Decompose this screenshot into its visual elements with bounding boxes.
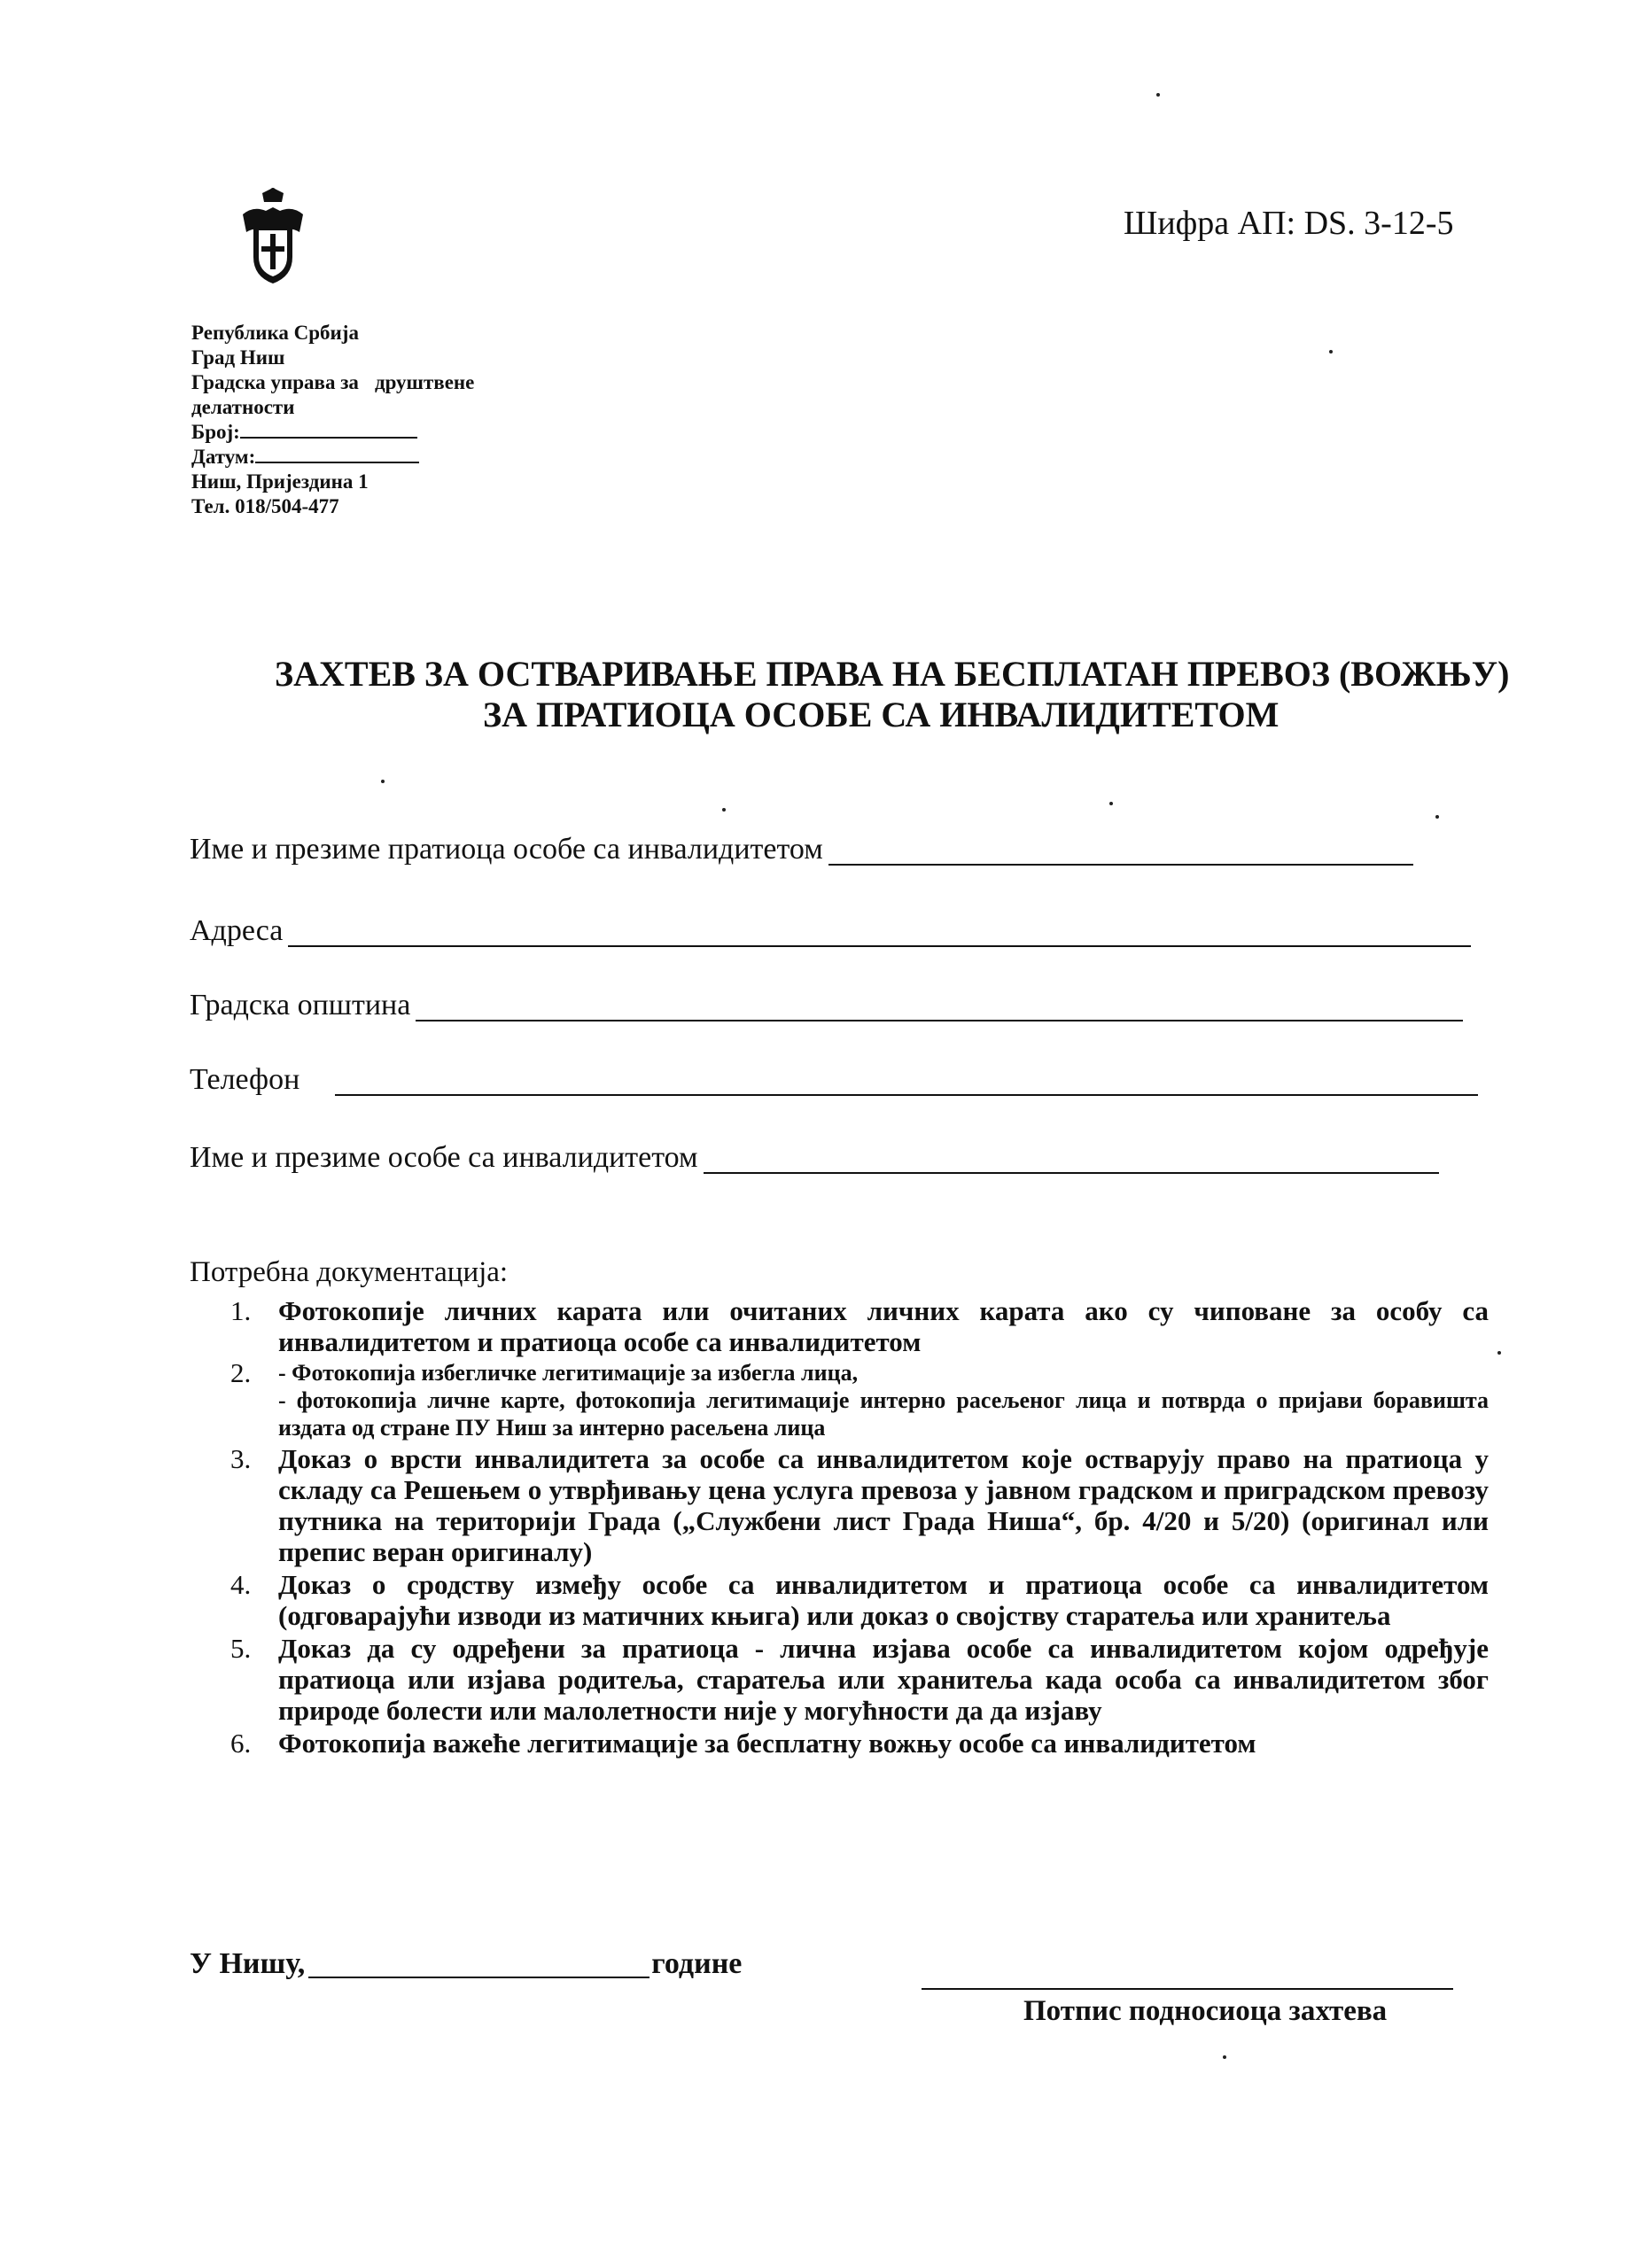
issuer-department-cont: делатности [191,396,295,418]
number-label: Број: [191,421,240,443]
field-line[interactable] [335,1094,1478,1096]
issuer-republic: Република Србија [191,322,359,344]
item-text: Доказ да су одређени за пратиоца - лична изјава особе са инвалидитетом којом одређује пратиоца или изјава родитеља, старатеља или хранитеља када особа са инвалидитетом због природе болести или малолетности није у могућности да да изјаву [278,1633,1489,1726]
field-phone [190,1063,1478,1097]
signature-label: Потпис подносиоца захтева [1023,1995,1388,2027]
field-label: Адреса [190,914,284,947]
issuer-department [191,370,474,395]
field-municipality [190,989,1463,1022]
list-item [230,1359,1489,1441]
list-item [230,1569,1489,1631]
scan-speck [1109,802,1113,805]
item-number: 3. [230,1443,252,1474]
list-item [230,1443,1489,1567]
field-person-name [190,1141,1439,1175]
field-label: Име и презиме пратиоца особе са инвалидитетом [190,833,823,866]
item-text: Фотокопије личних карата или очитаних личних карата ако су чиповане за особу са инвалидитетом и пратиоца особе са инвалидитетом [278,1295,1489,1357]
item-text: Доказ о врсти инвалидитета за особе са инвалидитетом које остварују право на пратиоца у складу са Решењем о утврђивању цена услуга превоза у јавном градском и приградском превозу путника на територији Града („Службени лист Града Ниша“, бр. 4/20 и 5/20) (оригинал или препис веран оригиналу) [278,1443,1489,1567]
scan-speck [1329,350,1333,353]
issuer-block [191,321,474,519]
scan-speck [1435,815,1439,819]
place-prefix: У Нишу, [190,1947,306,1980]
item-text: Доказ о сродству између особе са инвалидитетом и пратиоца особе са инвалидитетом (одговарајући изводи из матичних књига) или доказ о својству старатеља или хранитеља [278,1569,1489,1631]
field-line[interactable] [704,1172,1439,1174]
number-line[interactable] [240,436,417,439]
item-number: 5. [230,1633,252,1664]
date-line[interactable] [255,461,419,463]
issuer-department-right: друштвене [374,371,475,393]
field-label: Име и презиме особе са инвалидитетом [190,1141,698,1174]
scan-speck [381,780,385,783]
place-date-line [190,1947,742,1981]
field-line[interactable] [828,864,1413,866]
issuer-city: Град Ниш [191,346,285,369]
date-label: Датум: [191,446,256,468]
issuer-date [191,445,474,470]
field-address [190,914,1471,948]
signature-line[interactable] [922,1988,1453,1990]
field-companion-name [190,833,1413,866]
list-item [230,1633,1489,1726]
required-docs-list [230,1295,1489,1760]
item-text-a: - Фотокопија избегличке легитимације за избегла лица, [278,1360,859,1386]
issuer-department-left: Градска управа за [191,371,359,393]
scan-speck [1497,1351,1501,1355]
field-line[interactable] [416,1020,1463,1021]
item-number: 2. [230,1357,252,1388]
field-label: Телефон [190,1063,300,1096]
issuer-phone: Тел. 018/504-477 [191,495,339,517]
item-text-b: - фотокопија личне карте, фотокопија легитимације интерно расељеног лица и потврда о пријави боравишта издата од стране ПУ Ниш за интерно расељена лица [278,1387,1489,1441]
form-code: Шифра АП: DS. 3-12-5 [1124,205,1454,242]
item-number: 4. [230,1569,252,1600]
title-line-1: ЗАХТЕВ ЗА ОСТВАРИВАЊЕ ПРАВА НА БЕСПЛАТАН ПРЕВОЗ (ВОЖЊУ) [275,654,1510,694]
place-suffix: године [651,1947,743,1980]
field-line[interactable] [288,945,1471,947]
scan-speck [1156,93,1160,97]
title-line-2: ЗА ПРАТИОЦА ОСОБЕ СА ИНВАЛИДИТЕТОМ [483,695,1280,734]
issuer-address: Ниш, Пријездина 1 [191,470,369,493]
list-item [230,1295,1489,1357]
coat-of-arms-icon [237,188,308,287]
item-number: 1. [230,1295,252,1326]
date-fill-line[interactable] [308,1977,649,1978]
item-text: Фотокопија важеће легитимације за бесплатну вожњу особе са инвалидитетом [278,1728,1256,1759]
list-item [230,1728,1489,1759]
docs-heading: Потребна документација: [190,1256,509,1288]
item-number: 6. [230,1728,252,1759]
field-label: Градска општина [190,989,411,1021]
issuer-number [191,420,474,445]
scan-speck [1223,2055,1226,2059]
scan-speck [722,808,726,812]
